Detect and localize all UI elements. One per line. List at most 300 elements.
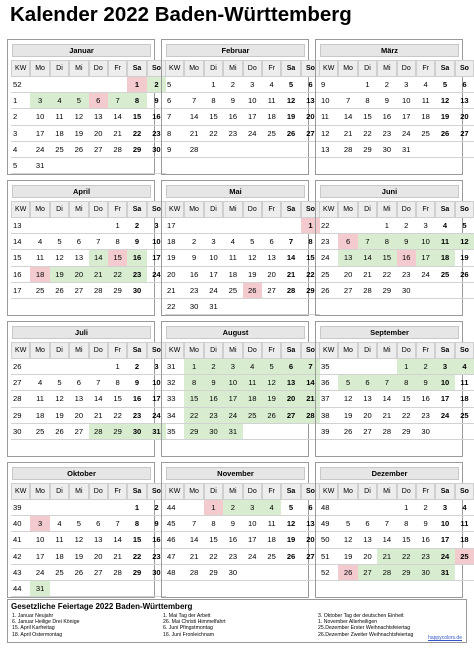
weekday-header: Sa (435, 201, 454, 218)
weekday-header: Do (397, 201, 416, 218)
weekday-header: Di (204, 483, 223, 500)
day-cell: 12 (281, 93, 300, 109)
day-cell: 28 (89, 283, 108, 299)
day-cell: 10 (243, 516, 262, 532)
weekday-header: Sa (281, 201, 300, 218)
day-cell: 25 (50, 565, 69, 581)
week-number: 19 (165, 250, 184, 266)
day-cell: 5 (281, 77, 300, 93)
weekday-header: Di (50, 483, 69, 500)
weekday-header-row (319, 60, 474, 77)
empty-day-cell (50, 77, 69, 93)
day-cell: 28 (108, 565, 127, 581)
day-cell: 16 (416, 532, 435, 548)
day-cell: 30 (127, 424, 146, 440)
weekday-header: Fr (262, 342, 281, 359)
day-cell: 2 (223, 77, 242, 93)
legend-column-1 (12, 613, 79, 638)
month-9 (7, 462, 161, 598)
weekday-header: Sa (281, 60, 300, 77)
day-cell: 21 (108, 126, 127, 142)
day-cell: 29 (184, 424, 203, 440)
month-title: Februar (166, 44, 305, 57)
day-cell: 15 (358, 109, 377, 125)
weekday-header: Mo (184, 342, 203, 359)
empty-day-cell (69, 500, 88, 516)
day-cell: 12 (50, 391, 69, 407)
week-number: 17 (165, 218, 184, 234)
weekday-header: KW (11, 201, 30, 218)
day-cell: 26 (435, 126, 454, 142)
empty-day-cell (223, 142, 242, 158)
weekday-header: Mo (338, 201, 357, 218)
week-number: 35 (165, 424, 184, 440)
day-cell: 24 (147, 408, 166, 424)
day-cell: 26 (69, 565, 88, 581)
empty-day-cell (50, 359, 69, 375)
weekday-header: KW (11, 483, 30, 500)
day-cell: 28 (301, 408, 320, 424)
week-row (11, 267, 166, 283)
day-cell: 4 (416, 77, 435, 93)
weekday-header: Fr (416, 60, 435, 77)
weekday-header: Sa (127, 60, 146, 77)
day-cell: 1 (358, 77, 377, 93)
day-cell: 15 (108, 250, 127, 266)
day-cell: 12 (338, 391, 357, 407)
day-cell: 6 (69, 375, 88, 391)
day-cell: 16 (147, 532, 166, 548)
weekday-header: KW (11, 342, 30, 359)
week-row (319, 500, 474, 516)
day-cell: 2 (127, 359, 146, 375)
weekday-header: KW (165, 483, 184, 500)
day-cell: 1 (127, 77, 146, 93)
week-number: 9 (319, 77, 338, 93)
empty-day-cell (455, 142, 474, 158)
weekday-header: Mi (223, 60, 242, 77)
day-cell: 15 (377, 250, 396, 266)
day-cell: 8 (377, 234, 396, 250)
day-cell: 6 (338, 234, 357, 250)
day-cell: 28 (377, 424, 396, 440)
day-cell: 18 (30, 267, 49, 283)
day-cell: 30 (127, 283, 146, 299)
day-cell: 14 (281, 250, 300, 266)
day-cell: 21 (377, 549, 396, 565)
day-cell: 8 (127, 516, 146, 532)
weekday-header: Fr (262, 483, 281, 500)
empty-day-cell (50, 500, 69, 516)
empty-day-cell (435, 283, 454, 299)
week-number: 35 (319, 359, 338, 375)
empty-day-cell (30, 359, 49, 375)
month-2 (315, 39, 469, 175)
weekday-header-row (319, 342, 474, 359)
month-6 (7, 321, 161, 457)
day-cell: 28 (377, 565, 396, 581)
week-row (319, 77, 474, 93)
day-cell: 7 (184, 516, 203, 532)
day-cell: 9 (204, 375, 223, 391)
empty-day-cell (358, 359, 377, 375)
day-cell: 6 (301, 77, 320, 93)
day-cell: 29 (397, 424, 416, 440)
month-grid (319, 60, 474, 158)
day-cell: 28 (358, 283, 377, 299)
day-cell: 10 (223, 375, 242, 391)
day-cell: 18 (262, 109, 281, 125)
day-cell: 25 (262, 126, 281, 142)
weekday-header-row (165, 201, 320, 218)
day-cell: 16 (397, 250, 416, 266)
weekday-header: Mi (377, 342, 396, 359)
month-title: März (320, 44, 459, 57)
day-cell: 2 (223, 500, 242, 516)
empty-day-cell (50, 158, 69, 174)
weekday-header-row (319, 201, 474, 218)
weekday-header: So (147, 60, 166, 77)
week-row (319, 532, 474, 548)
empty-day-cell (108, 581, 127, 597)
day-cell: 17 (223, 391, 242, 407)
weekday-header: Di (358, 483, 377, 500)
day-cell: 22 (397, 408, 416, 424)
weekday-header: Do (397, 342, 416, 359)
weekday-header-row (165, 342, 320, 359)
empty-day-cell (338, 218, 357, 234)
empty-day-cell (108, 500, 127, 516)
week-number: 6 (165, 93, 184, 109)
month-title: April (12, 185, 151, 198)
empty-day-cell (69, 581, 88, 597)
day-cell: 23 (416, 408, 435, 424)
empty-day-cell (281, 142, 300, 158)
day-cell: 18 (50, 126, 69, 142)
day-cell: 2 (377, 77, 396, 93)
day-cell: 28 (184, 565, 203, 581)
day-cell: 9 (127, 375, 146, 391)
week-row (11, 424, 166, 440)
week-number: 32 (165, 375, 184, 391)
weekday-header: Sa (435, 483, 454, 500)
page-title: Kalender 2022 Baden-Württemberg (10, 3, 352, 26)
day-cell: 14 (89, 250, 108, 266)
weekday-header: Di (50, 201, 69, 218)
day-cell: 4 (50, 93, 69, 109)
empty-day-cell (262, 565, 281, 581)
day-cell: 11 (455, 516, 474, 532)
month-grid (11, 201, 166, 299)
week-number: 22 (165, 299, 184, 315)
day-cell: 29 (108, 424, 127, 440)
weekday-header: Do (89, 483, 108, 500)
weekday-header: So (301, 483, 320, 500)
week-row (11, 158, 166, 174)
legend-entry: 3. Oktober Tag der deutschen Einheit (318, 613, 404, 619)
empty-day-cell (377, 500, 396, 516)
week-number: 31 (165, 359, 184, 375)
day-cell: 10 (147, 375, 166, 391)
day-cell: 24 (435, 408, 454, 424)
month-grid (319, 342, 474, 440)
day-cell: 26 (243, 283, 262, 299)
day-cell: 23 (397, 267, 416, 283)
day-cell: 25 (435, 267, 454, 283)
day-cell: 24 (397, 126, 416, 142)
empty-day-cell (455, 565, 474, 581)
week-number: 29 (11, 408, 30, 424)
day-cell: 1 (204, 500, 223, 516)
day-cell: 23 (127, 408, 146, 424)
week-number: 15 (11, 250, 30, 266)
week-number: 52 (319, 565, 338, 581)
day-cell: 25 (455, 549, 474, 565)
day-cell: 18 (262, 532, 281, 548)
day-cell: 27 (89, 565, 108, 581)
day-cell: 13 (89, 532, 108, 548)
week-number: 39 (319, 424, 338, 440)
week-row (11, 532, 166, 548)
week-row (11, 109, 166, 125)
day-cell: 31 (204, 299, 223, 315)
weekday-header: Sa (281, 342, 300, 359)
day-cell: 24 (243, 549, 262, 565)
day-cell: 4 (30, 375, 49, 391)
weekday-header: Do (397, 60, 416, 77)
weekday-header: Di (358, 342, 377, 359)
day-cell: 5 (435, 77, 454, 93)
day-cell: 23 (223, 126, 242, 142)
day-cell: 27 (358, 424, 377, 440)
week-number: 23 (319, 234, 338, 250)
week-number: 5 (165, 77, 184, 93)
day-cell: 17 (243, 109, 262, 125)
weekday-header: Do (89, 60, 108, 77)
day-cell: 26 (338, 565, 357, 581)
day-cell: 29 (377, 283, 396, 299)
day-cell: 13 (69, 391, 88, 407)
empty-day-cell (69, 359, 88, 375)
day-cell: 1 (204, 77, 223, 93)
weekday-header: KW (165, 201, 184, 218)
legend-title: Gesetzliche Feiertage 2022 Baden-Württemberg (11, 602, 193, 611)
weekday-header: Fr (108, 60, 127, 77)
day-cell: 30 (223, 565, 242, 581)
day-cell: 18 (416, 109, 435, 125)
day-cell: 1 (108, 218, 127, 234)
empty-day-cell (281, 299, 300, 315)
month-title: Januar (12, 44, 151, 57)
day-cell: 22 (377, 267, 396, 283)
day-cell: 22 (301, 267, 320, 283)
day-cell: 18 (435, 250, 454, 266)
month-8 (315, 321, 469, 457)
week-row (11, 581, 166, 597)
day-cell: 10 (147, 234, 166, 250)
weekday-header: So (147, 483, 166, 500)
empty-day-cell (358, 218, 377, 234)
day-cell: 17 (435, 532, 454, 548)
day-cell: 16 (416, 391, 435, 407)
week-number: 45 (165, 516, 184, 532)
day-cell: 19 (281, 532, 300, 548)
week-row (319, 109, 474, 125)
legend-entry: 16. Juni Fronleichnam (163, 631, 215, 638)
month-title: Dezember (320, 467, 459, 480)
month-title: Juli (12, 326, 151, 339)
week-row (165, 250, 320, 266)
day-cell: 27 (69, 424, 88, 440)
day-cell: 25 (30, 283, 49, 299)
empty-day-cell (243, 299, 262, 315)
month-grid (165, 483, 320, 581)
empty-day-cell (223, 299, 242, 315)
week-number: 18 (165, 234, 184, 250)
day-cell: 24 (30, 142, 49, 158)
weekday-header: Fr (108, 201, 127, 218)
day-cell: 29 (108, 283, 127, 299)
week-number: 14 (11, 234, 30, 250)
day-cell: 14 (377, 391, 396, 407)
day-cell: 8 (108, 234, 127, 250)
week-number: 21 (165, 283, 184, 299)
week-number: 1 (11, 93, 30, 109)
day-cell: 9 (147, 93, 166, 109)
day-cell: 22 (127, 549, 146, 565)
week-number: 8 (165, 126, 184, 142)
empty-day-cell (262, 299, 281, 315)
week-number: 2 (11, 109, 30, 125)
holiday-legend (7, 599, 467, 643)
day-cell: 29 (127, 565, 146, 581)
month-grid (11, 60, 166, 174)
day-cell: 9 (416, 516, 435, 532)
day-cell: 19 (455, 250, 474, 266)
day-cell: 30 (147, 142, 166, 158)
month-grid (165, 60, 320, 158)
day-cell: 17 (243, 532, 262, 548)
weekday-header-row (165, 60, 320, 77)
day-cell: 13 (89, 109, 108, 125)
legend-entry: 18. April Ostermontag (12, 631, 63, 638)
day-cell: 5 (243, 234, 262, 250)
day-cell: 27 (262, 283, 281, 299)
day-cell: 3 (435, 500, 454, 516)
week-row (11, 375, 166, 391)
day-cell: 13 (358, 532, 377, 548)
empty-day-cell (338, 500, 357, 516)
weekday-header: KW (11, 60, 30, 77)
week-row (165, 424, 320, 440)
day-cell: 8 (358, 93, 377, 109)
day-cell: 12 (262, 375, 281, 391)
day-cell: 19 (50, 267, 69, 283)
weekday-header: Mi (69, 483, 88, 500)
week-row (319, 250, 474, 266)
week-row (11, 234, 166, 250)
empty-day-cell (30, 218, 49, 234)
day-cell: 27 (281, 408, 300, 424)
week-row (319, 218, 474, 234)
day-cell: 10 (243, 93, 262, 109)
month-grid (165, 342, 320, 440)
day-cell: 10 (416, 234, 435, 250)
legend-column-3 (318, 613, 413, 638)
day-cell: 17 (204, 267, 223, 283)
week-row (319, 375, 474, 391)
week-number: 30 (11, 424, 30, 440)
day-cell: 18 (50, 549, 69, 565)
day-cell: 8 (127, 93, 146, 109)
weekday-header: So (147, 342, 166, 359)
day-cell: 3 (147, 218, 166, 234)
day-cell: 11 (243, 375, 262, 391)
day-cell: 20 (358, 408, 377, 424)
day-cell: 18 (30, 408, 49, 424)
day-cell: 20 (358, 549, 377, 565)
month-grid (319, 201, 474, 299)
day-cell: 12 (281, 516, 300, 532)
day-cell: 20 (262, 267, 281, 283)
day-cell: 17 (147, 250, 166, 266)
day-cell: 27 (358, 565, 377, 581)
day-cell: 7 (281, 234, 300, 250)
day-cell: 5 (338, 375, 357, 391)
day-cell: 10 (435, 516, 454, 532)
day-cell: 21 (301, 391, 320, 407)
month-5 (315, 180, 469, 316)
day-cell: 25 (416, 126, 435, 142)
day-cell: 23 (204, 408, 223, 424)
day-cell: 11 (50, 109, 69, 125)
day-cell: 2 (416, 359, 435, 375)
day-cell: 26 (281, 549, 300, 565)
empty-day-cell (50, 581, 69, 597)
day-cell: 9 (184, 250, 203, 266)
month-4 (161, 180, 315, 316)
weekday-header: Fr (262, 60, 281, 77)
day-cell: 22 (108, 408, 127, 424)
weekday-header: So (455, 483, 474, 500)
week-row (11, 250, 166, 266)
day-cell: 14 (184, 532, 203, 548)
week-number: 13 (319, 142, 338, 158)
empty-day-cell (243, 142, 262, 158)
day-cell: 15 (184, 391, 203, 407)
day-cell: 2 (127, 218, 146, 234)
legend-entry: 15. April Karfreitag (12, 625, 55, 632)
week-number: 26 (319, 283, 338, 299)
day-cell: 24 (435, 549, 454, 565)
day-cell: 25 (262, 549, 281, 565)
day-cell: 19 (338, 549, 357, 565)
empty-day-cell (416, 142, 435, 158)
credit-link[interactable]: happycolors.de (428, 635, 462, 641)
week-number: 47 (165, 549, 184, 565)
day-cell: 22 (358, 126, 377, 142)
week-number: 7 (165, 109, 184, 125)
day-cell: 2 (204, 359, 223, 375)
day-cell: 9 (147, 516, 166, 532)
week-row (11, 126, 166, 142)
day-cell: 3 (30, 93, 49, 109)
day-cell: 8 (397, 516, 416, 532)
day-cell: 23 (223, 549, 242, 565)
week-row (165, 299, 320, 315)
day-cell: 4 (455, 359, 474, 375)
empty-day-cell (69, 77, 88, 93)
